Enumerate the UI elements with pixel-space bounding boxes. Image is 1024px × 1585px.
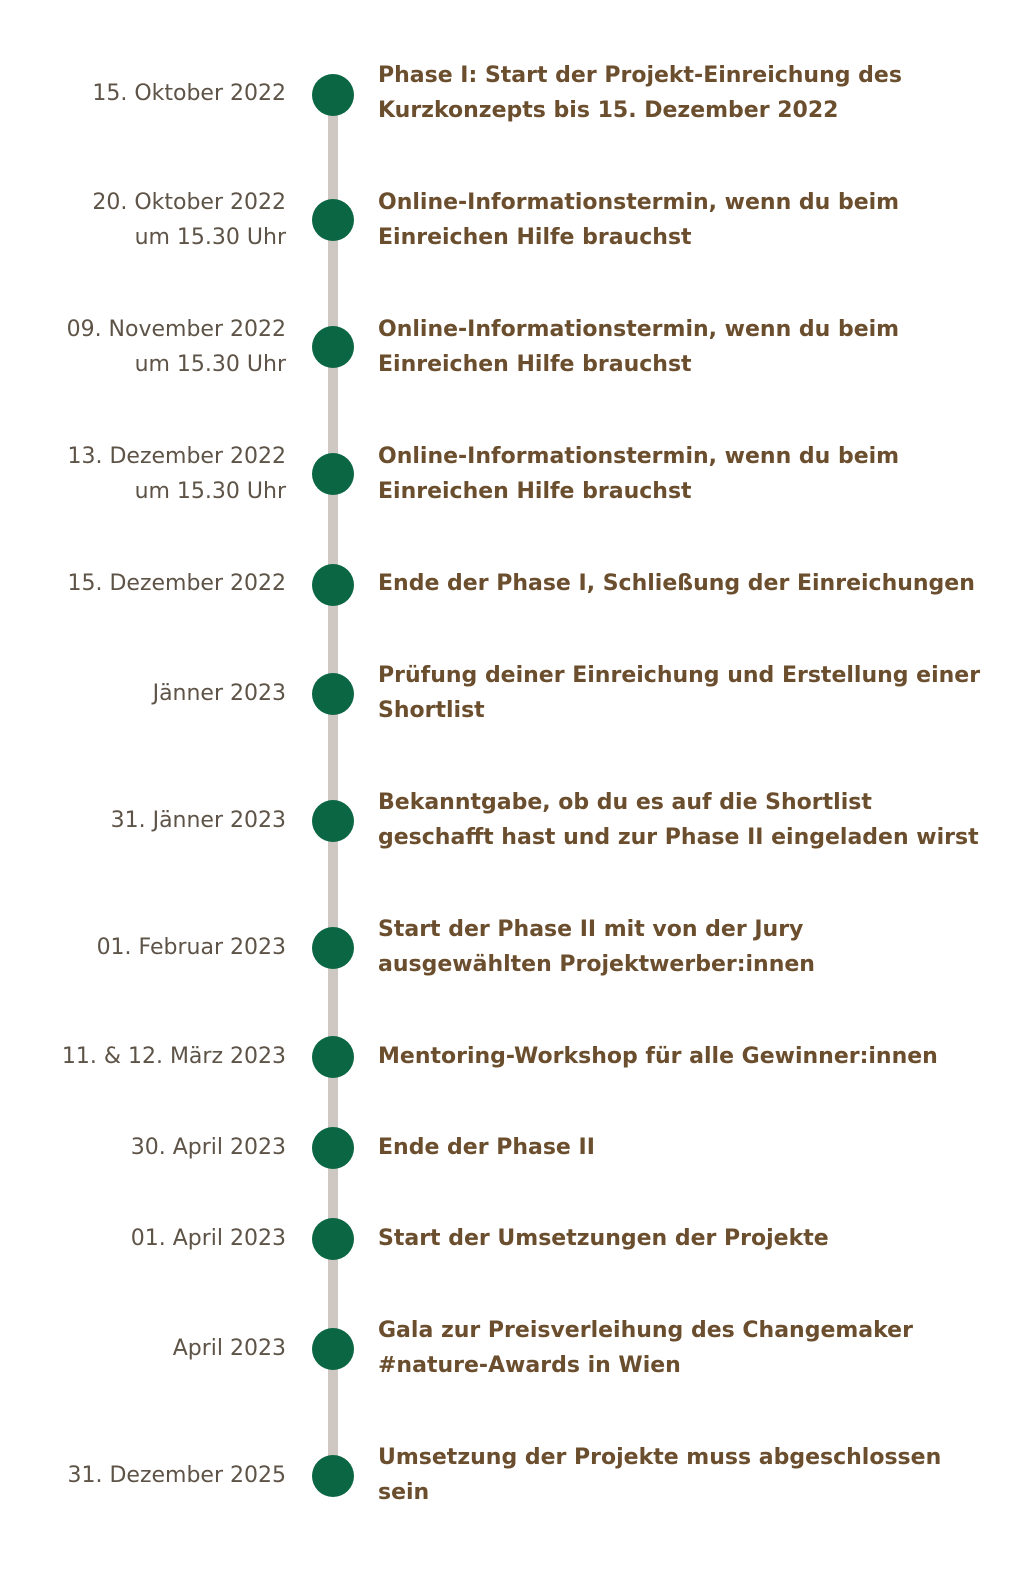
timeline-dot [312,1127,354,1169]
timeline-dot [312,326,354,368]
timeline-dot [312,1218,354,1260]
entry-description: Bekanntgabe, ob du es auf die Shortlist geschafft hast und zur Phase II eingeladen wirst [378,790,979,850]
timeline-dot [312,1328,354,1370]
entry-description: Umsetzung der Projekte muss abgeschlossen sein [378,1445,942,1505]
entry-description: Online-Informationstermin, wenn du beim Einreichen Hilfe brauchst [378,190,900,250]
entry-description: Mentoring-Workshop für alle Gewinner:innen [378,1044,938,1069]
entry-date: 13. Dezember 2022 um 15.30 Uhr [67,444,286,504]
entry-date: 31. Jänner 2023 [110,808,286,833]
entry-description: Start der Phase II mit von der Jury ausgewählten Projektwerber:innen [378,917,815,977]
entry-description: Ende der Phase I, Schließung der Einreichungen [378,571,975,596]
timeline-dot [312,1455,354,1497]
entry-description: Prüfung deiner Einreichung und Erstellung einer Shortlist [378,663,981,723]
entry-description: Start der Umsetzungen der Projekte [378,1226,829,1251]
entry-date: 09. November 2022 um 15.30 Uhr [66,317,286,377]
timeline-dot [312,927,354,969]
timeline-dot [312,453,354,495]
entry-date: 11. & 12. März 2023 [61,1044,286,1069]
timeline-dot [312,74,354,116]
entry-date: 30. April 2023 [130,1135,286,1160]
entry-date: Jänner 2023 [152,681,286,706]
timeline-dot [312,199,354,241]
entry-description: Online-Informationstermin, wenn du beim Einreichen Hilfe brauchst [378,317,900,377]
entry-date: 15. Dezember 2022 [67,571,286,596]
timeline-line [328,95,338,1480]
entry-description: Gala zur Preisverleihung des Changemaker #nature-Awards in Wien [378,1318,913,1378]
entry-description: Online-Informationstermin, wenn du beim Einreichen Hilfe brauchst [378,444,900,504]
timeline-dot [312,673,354,715]
entry-description: Phase I: Start der Projekt-Einreichung des Kurzkonzepts bis 15. Dezember 2022 [378,63,902,123]
entry-date: April 2023 [172,1336,286,1361]
entry-date: 20. Oktober 2022 um 15.30 Uhr [92,190,286,250]
entry-date: 01. April 2023 [130,1226,286,1251]
entry-description: Ende der Phase II [378,1135,595,1160]
timeline-dot [312,1036,354,1078]
timeline-dot [312,800,354,842]
entry-date: 31. Dezember 2025 [67,1463,286,1488]
timeline-dot [312,564,354,606]
entry-date: 01. Februar 2023 [96,935,286,960]
entry-date: 15. Oktober 2022 [92,81,286,106]
